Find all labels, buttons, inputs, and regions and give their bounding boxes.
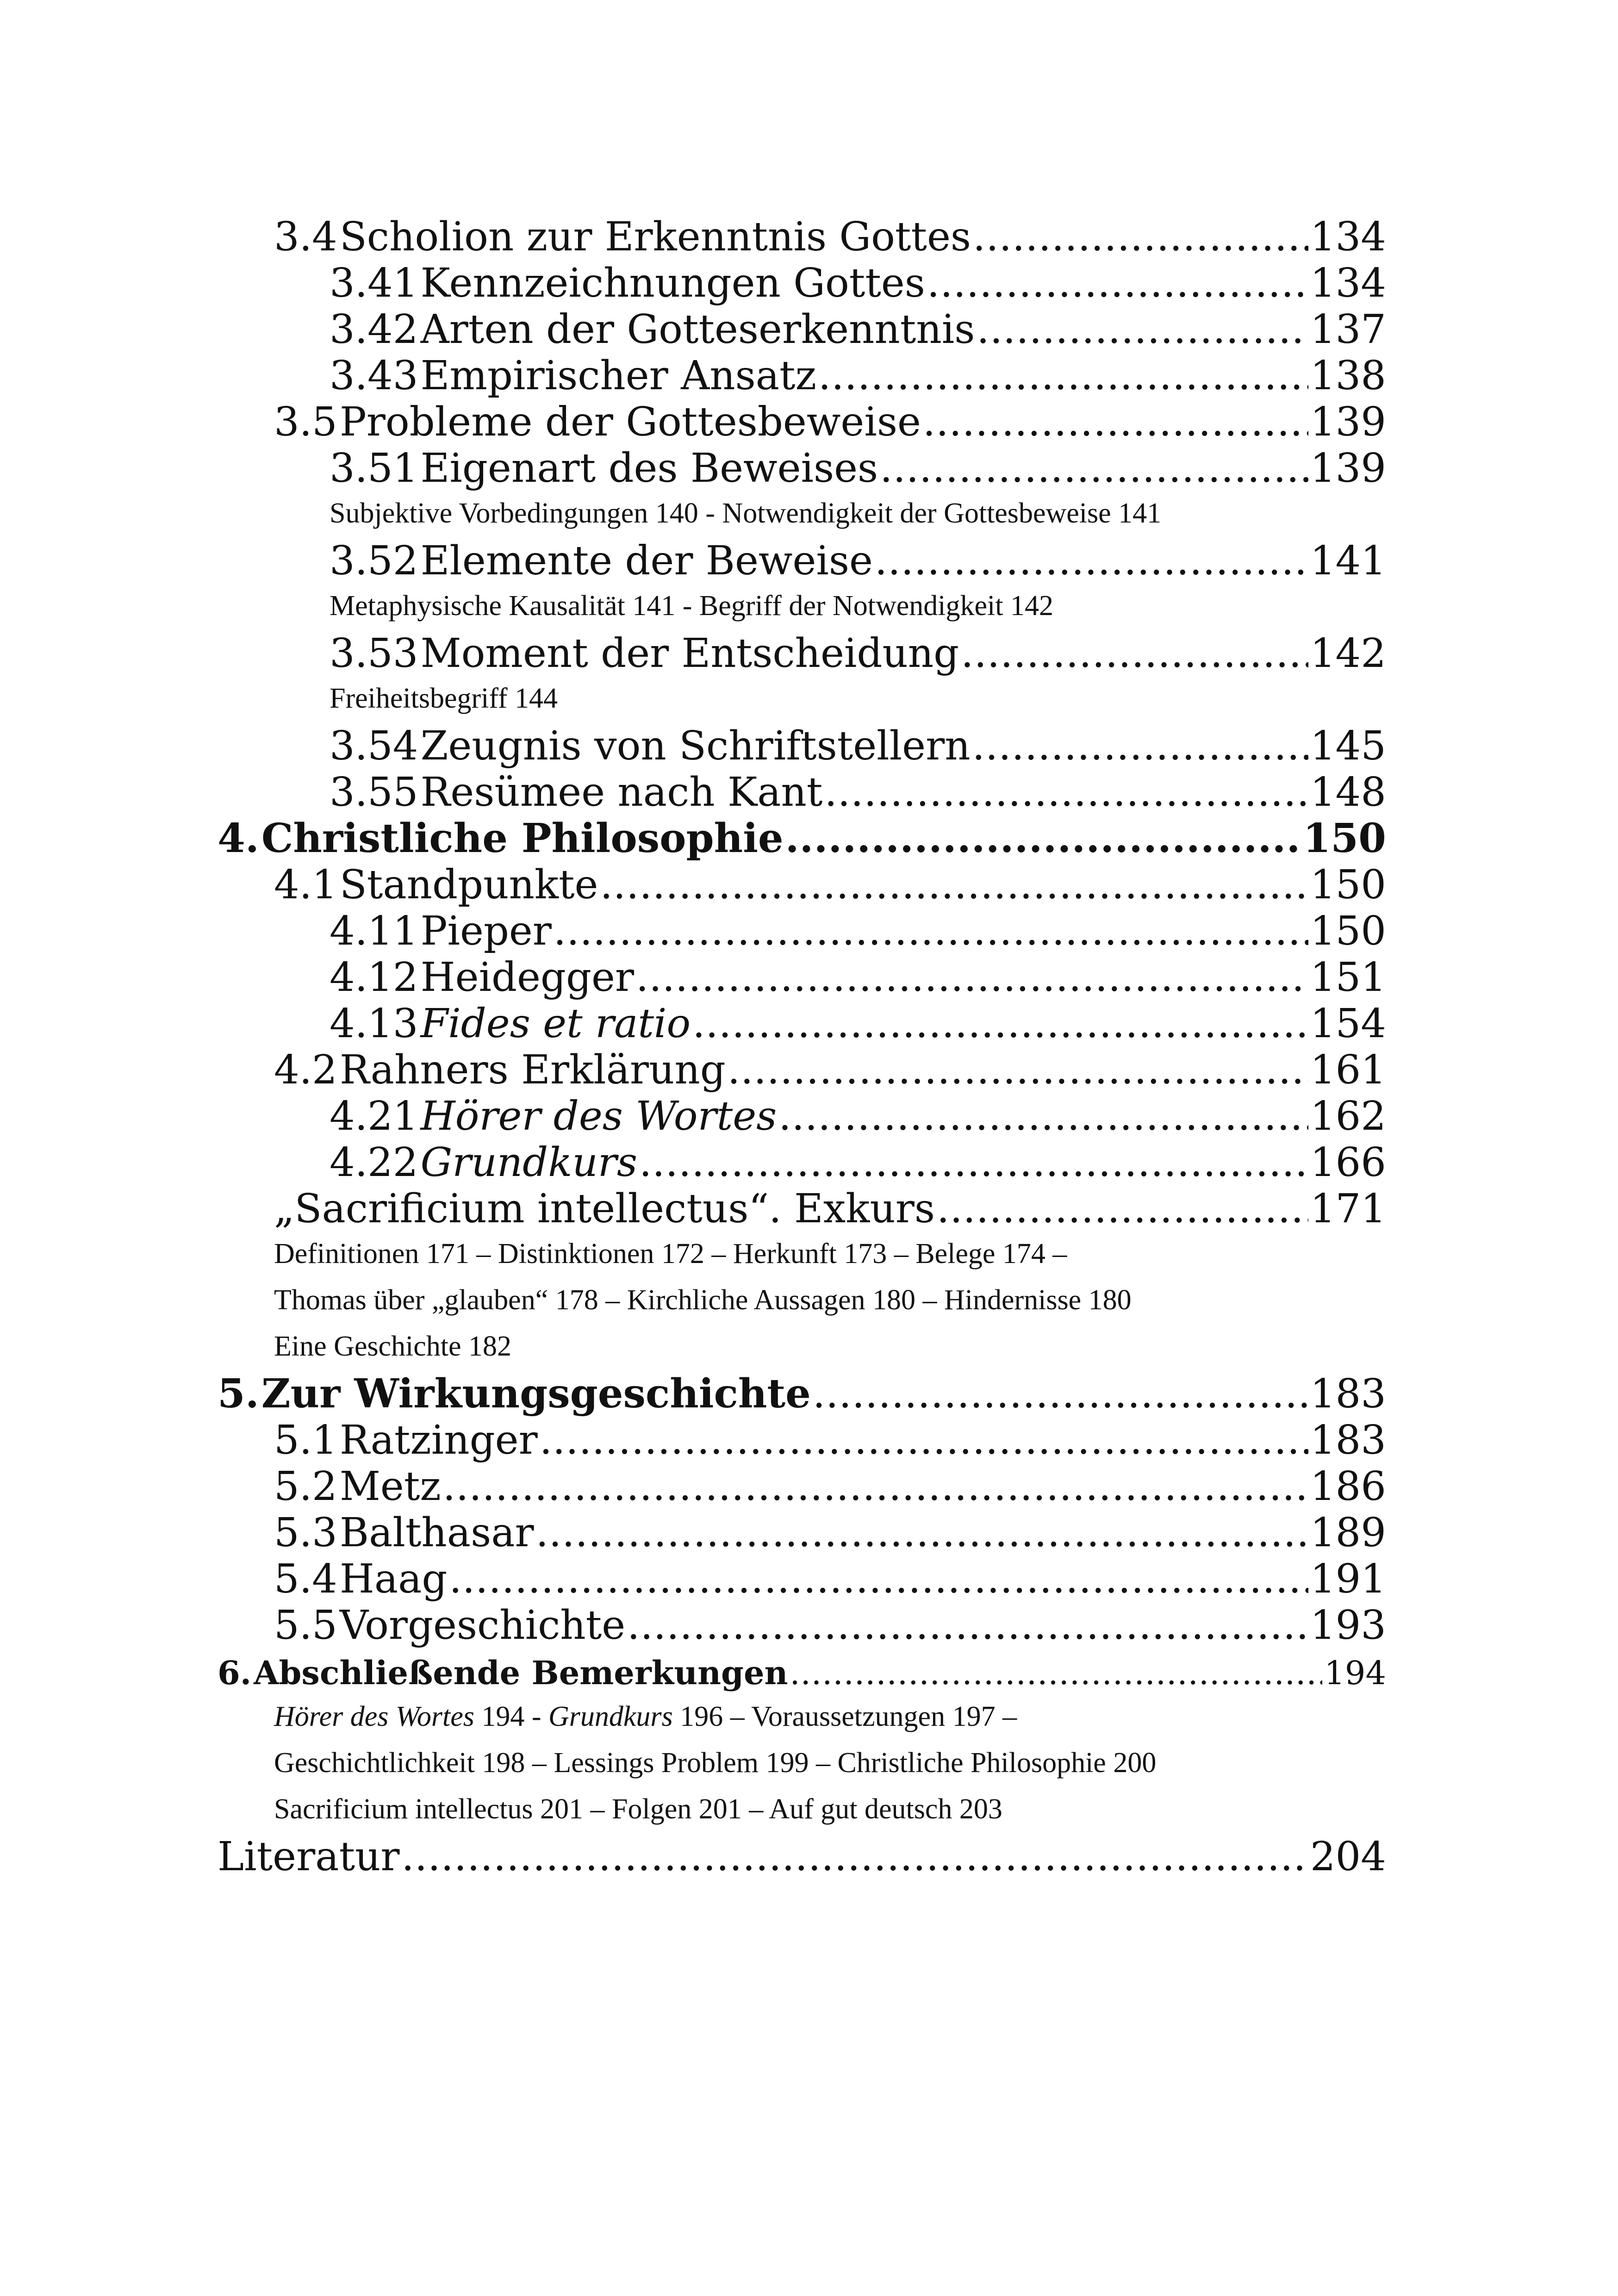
dot-leader (927, 263, 1308, 303)
toc-entry[interactable] (274, 1414, 1386, 1463)
toc-number: 4.11 (330, 908, 418, 954)
toc-number: 3.41 (330, 260, 418, 306)
dot-leader (923, 402, 1308, 442)
toc-number: 4.12 (330, 954, 418, 1001)
toc-title: Metz (339, 1463, 441, 1510)
toc-title: Literatur (218, 1834, 400, 1880)
toc-number: 4. (218, 815, 259, 862)
toc-page-number: 137 (1310, 306, 1386, 353)
toc-page-number: 154 (1310, 1001, 1386, 1047)
toc-number: 3.4 (274, 214, 337, 260)
toc-number: 5.3 (274, 1510, 337, 1556)
toc-title: „Sacrificium intellectus“. Exkurs (274, 1186, 935, 1232)
dot-leader (961, 634, 1308, 673)
toc-note-text: Freiheitsbegriff 144 (330, 683, 558, 714)
toc-note-text: Sacrificium intellectus 201 – Folgen 201 – Auf gut deutsch 203 (274, 1793, 1002, 1825)
toc-number: 5.2 (274, 1463, 337, 1510)
toc-subtopics (274, 1324, 1386, 1361)
toc-entry[interactable] (218, 1830, 1386, 1880)
toc-page-number: 166 (1310, 1139, 1386, 1186)
toc-subtopics (330, 676, 1386, 713)
toc-page-number: 183 (1310, 1371, 1386, 1417)
toc-page-number: 150 (1310, 908, 1386, 954)
toc-number: 6. (218, 1654, 252, 1692)
toc-note-text: Grundkurs (548, 1701, 673, 1732)
toc-title: Ratzinger (339, 1417, 538, 1463)
toc-page-number: 139 (1310, 399, 1386, 445)
dot-leader (875, 541, 1308, 581)
dot-leader (790, 1657, 1322, 1689)
toc-page-number: 161 (1310, 1047, 1386, 1093)
toc-title: Empirischer Ansatz (420, 353, 816, 399)
toc-title: Eigenart des Beweises (420, 445, 878, 492)
toc-entry[interactable] (274, 1044, 1386, 1093)
toc-subtopics (274, 1694, 1386, 1731)
toc-number: 3.54 (330, 723, 418, 769)
toc-page-number: 134 (1310, 260, 1386, 306)
toc-title: Zeugnis von Schriftstellern (420, 723, 971, 769)
dot-leader (813, 1374, 1308, 1414)
toc-subtopics (274, 1231, 1386, 1268)
toc-number: 5.5 (274, 1602, 337, 1649)
toc-title: Elemente der Beweise (420, 538, 873, 584)
dot-leader (880, 448, 1308, 488)
toc-page-number: 186 (1310, 1463, 1386, 1510)
toc-title: Scholion zur Erkenntnis Gottes (339, 214, 971, 260)
toc-page-number: 145 (1310, 723, 1386, 769)
dot-leader (972, 726, 1308, 766)
toc-number: 4.13 (330, 1001, 418, 1047)
toc-entry[interactable] (330, 997, 1386, 1047)
toc-entry[interactable] (330, 951, 1386, 1001)
toc-subtopics (330, 583, 1386, 620)
toc-title: Probleme der Gottesbeweise (339, 399, 921, 445)
toc-chapter-entry[interactable] (218, 812, 1386, 862)
toc-number: 3.55 (330, 769, 418, 815)
toc-subtopics (274, 1277, 1386, 1314)
toc-entry[interactable] (274, 211, 1386, 260)
dot-leader (402, 1837, 1308, 1877)
toc-note-text: Definitionen 171 – Distinktionen 172 – Herkunft 173 – Belege 174 – (274, 1238, 1067, 1269)
toc-entry[interactable] (330, 720, 1386, 769)
toc-note-text: Thomas über „glauben“ 178 – Kirchliche Aussagen 180 – Hindernisse 180 (274, 1284, 1132, 1316)
toc-title: Grundkurs (420, 1139, 637, 1186)
toc-entry[interactable] (330, 257, 1386, 306)
toc-note-text: Subjektive Vorbedingungen 140 - Notwendigkeit der Gottesbeweise 141 (330, 498, 1162, 529)
dot-leader (554, 911, 1308, 951)
toc-entry[interactable] (274, 1553, 1386, 1602)
dot-leader (449, 1559, 1308, 1599)
toc-entry[interactable] (330, 535, 1386, 584)
toc-page-number: 193 (1310, 1602, 1386, 1649)
toc-number: 3.42 (330, 306, 418, 353)
toc-page-number: 194 (1324, 1654, 1386, 1692)
dot-leader (977, 310, 1308, 349)
toc-page-number: 171 (1310, 1186, 1386, 1232)
toc-entry[interactable] (274, 1182, 1386, 1232)
dot-leader (639, 1143, 1308, 1182)
toc-subtopics (274, 1740, 1386, 1777)
dot-leader (600, 865, 1308, 905)
toc-title: Kennzeichnungen Gottes (420, 260, 925, 306)
dot-leader (824, 772, 1308, 812)
toc-entry[interactable] (330, 349, 1386, 399)
toc-title: Moment der Entscheidung (420, 630, 959, 677)
dot-leader (973, 217, 1308, 257)
dot-leader (818, 356, 1308, 396)
toc-number: 4.1 (274, 862, 337, 908)
toc-page-number: 134 (1310, 214, 1386, 260)
toc-note-text: Metaphysische Kausalität 141 - Begriff der Notwendigkeit 142 (330, 590, 1053, 622)
dot-leader (636, 958, 1308, 997)
dot-leader (785, 819, 1301, 859)
toc-page-number: 142 (1310, 630, 1386, 677)
dot-leader (443, 1467, 1308, 1506)
toc-note-text: Geschichtlichkeit 198 – Lessings Problem 199 – Christliche Philosophie 200 (274, 1747, 1157, 1779)
toc-page-number: 151 (1310, 954, 1386, 1001)
toc-page-number: 204 (1310, 1834, 1386, 1880)
toc-number: 5.4 (274, 1556, 337, 1602)
toc-entry[interactable] (330, 905, 1386, 954)
toc-page-number: 148 (1310, 769, 1386, 815)
toc-number: 4.22 (330, 1139, 418, 1186)
toc-number: 3.43 (330, 353, 418, 399)
toc-subtopics (330, 491, 1386, 528)
toc-title: Resümee nach Kant (420, 769, 823, 815)
toc-page-number: 150 (1310, 862, 1386, 908)
toc-title: Heidegger (420, 954, 635, 1001)
toc-title: Arten der Gotteserkenntnis (420, 306, 975, 353)
toc-title: Christliche Philosophie (261, 815, 784, 862)
toc-entry[interactable] (330, 627, 1386, 677)
toc-title: Abschließende Bemerkungen (254, 1654, 788, 1692)
toc-note-text: 196 – Voraussetzungen 197 – (672, 1701, 1017, 1732)
toc-title: Pieper (420, 908, 552, 954)
toc-entry[interactable] (274, 1599, 1386, 1649)
dot-leader (692, 1004, 1308, 1044)
toc-number: 5. (218, 1370, 259, 1417)
toc-number: 4.2 (274, 1047, 337, 1093)
toc-title: Zur Wirkungsgeschichte (261, 1370, 811, 1417)
toc-subtopics (274, 1786, 1386, 1823)
toc-title: Balthasar (339, 1510, 534, 1556)
dot-leader (937, 1189, 1308, 1229)
toc-page-number: 189 (1310, 1510, 1386, 1556)
toc-page-number: 139 (1310, 445, 1386, 492)
toc-entry[interactable] (330, 1136, 1386, 1186)
toc-entry[interactable] (330, 1090, 1386, 1139)
toc-entry[interactable] (274, 1460, 1386, 1510)
toc-page-number: 141 (1310, 538, 1386, 584)
toc-note-text: Eine Geschichte 182 (274, 1331, 512, 1362)
toc-page-number: 150 (1303, 815, 1386, 862)
toc-title: Rahners Erklärung (339, 1047, 726, 1093)
toc-title: Vorgeschichte (339, 1602, 626, 1649)
toc-entry[interactable] (330, 442, 1386, 492)
toc-entry[interactable] (274, 1506, 1386, 1556)
toc-chapter-entry[interactable] (218, 1643, 1386, 1692)
toc-number: 4.21 (330, 1093, 418, 1139)
toc-title: Hörer des Wortes (420, 1093, 777, 1139)
dot-leader (778, 1096, 1308, 1136)
toc-entry[interactable] (330, 303, 1386, 353)
toc-page-number: 162 (1310, 1093, 1386, 1139)
dot-leader (540, 1420, 1308, 1460)
toc-title: Haag (339, 1556, 448, 1602)
toc-title: Standpunkte (339, 862, 598, 908)
toc-title: Fides et ratio (420, 1001, 691, 1047)
dot-leader (536, 1513, 1308, 1553)
toc-number: 3.5 (274, 399, 337, 445)
toc-page-number: 138 (1310, 353, 1386, 399)
toc-chapter-entry[interactable] (218, 1368, 1386, 1417)
toc-number: 3.52 (330, 538, 418, 584)
toc-entry[interactable] (330, 766, 1386, 815)
toc-note-text: Hörer des Wortes (274, 1701, 474, 1732)
toc-page-number: 191 (1310, 1556, 1386, 1602)
toc-number: 3.53 (330, 630, 418, 677)
toc-number: 5.1 (274, 1417, 337, 1463)
toc-number: 3.51 (330, 445, 418, 492)
toc-entry[interactable] (274, 859, 1386, 908)
toc-entry[interactable] (274, 396, 1386, 445)
dot-leader (627, 1605, 1308, 1645)
dot-leader (728, 1050, 1308, 1090)
table-of-contents (0, 211, 1618, 1923)
toc-page-number: 183 (1310, 1417, 1386, 1463)
toc-note-text: 194 - (474, 1701, 549, 1732)
